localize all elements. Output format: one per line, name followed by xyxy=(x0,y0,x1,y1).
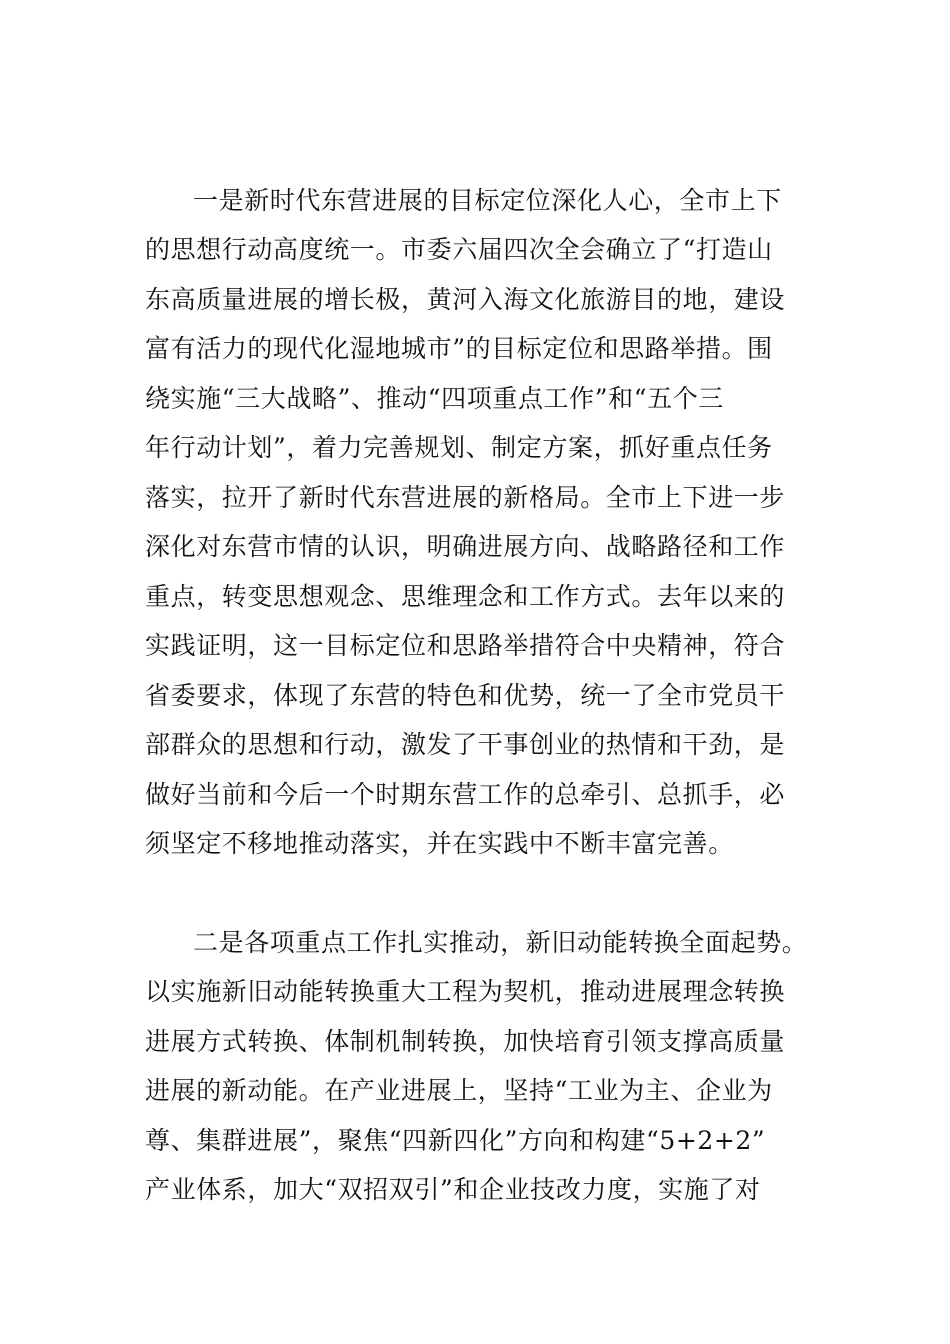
paragraph-1-line-3: 东高质量进展的增长极，黄河入海文化旅游目的地，建设 xyxy=(145,285,786,314)
paragraph-2-line-2: 以实施新旧动能转换重大工程为契机，推动进展理念转换 xyxy=(145,977,786,1006)
paragraph-1-line-4: 富有活力的现代化湿地城市”的目标定位和思路举措。围 xyxy=(145,334,773,363)
paragraph-2-line-1: 二是各项重点工作扎实推动，新旧动能转换全面起势。 xyxy=(193,928,808,957)
paragraph-1-line-6: 年行动计划”，着力完善规划、制定方案，抓好重点任务 xyxy=(145,433,773,462)
paragraph-1-line-5: 绕实施“三大战略”、推动“四项重点工作”和“五个三 xyxy=(145,384,724,413)
paragraph-2-line-4: 进展的新动能。在产业进展上，坚持“工业为主、企业为 xyxy=(145,1076,773,1105)
paragraph-1-line-13: 做好当前和今后一个时期东营工作的总牵引、总抓手，必 xyxy=(145,780,786,809)
paragraph-1-line-10: 实践证明，这一目标定位和思路举措符合中央精神，符合 xyxy=(145,631,786,660)
paragraph-1-line-9: 重点，转变思想观念、思维理念和工作方式。去年以来的 xyxy=(145,582,786,611)
paragraph-2-line-3: 进展方式转换、体制机制转换，加快培育引领支撑高质量 xyxy=(145,1027,786,1056)
paragraph-1-line-14: 须坚定不移地推动落实，并在实践中不断丰富完善。 xyxy=(145,829,734,858)
paragraph-2-line-5: 尊、集群进展”，聚焦“四新四化”方向和构建“5+2+2” xyxy=(145,1126,766,1155)
paragraph-1-line-12: 部群众的思想和行动，激发了干事创业的热情和干劲，是 xyxy=(145,730,786,759)
paragraph-2-line-6: 产业体系，加大“双招双引”和企业技改力度，实施了对 xyxy=(145,1175,761,1204)
paragraph-1-line-7: 落实，拉开了新时代东营进展的新格局。全市上下进一步 xyxy=(145,483,786,512)
paragraph-1-line-11: 省委要求，体现了东营的特色和优势，统一了全市党员干 xyxy=(145,681,786,710)
paragraph-1-line-8: 深化对东营市情的认识，明确进展方向、战略路径和工作 xyxy=(145,532,786,561)
paragraph-1-line-1: 一是新时代东营进展的目标定位深化人心，全市上下 xyxy=(193,186,782,215)
paragraph-1-line-2: 的思想行动高度统一。市委六届四次全会确立了“打造山 xyxy=(145,235,773,264)
